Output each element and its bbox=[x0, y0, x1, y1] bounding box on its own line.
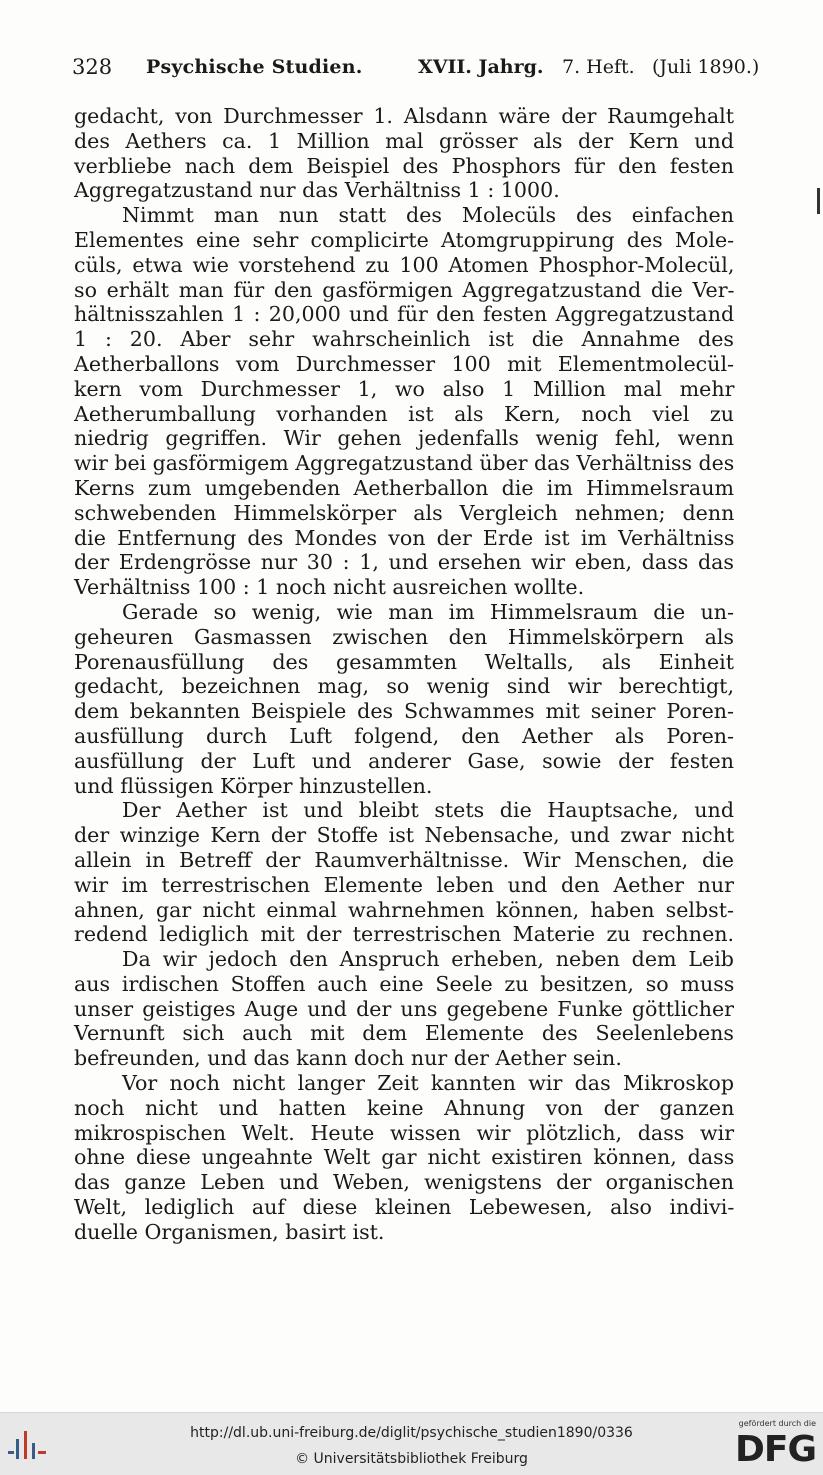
dfg-funding-caption: gefördert durch die bbox=[738, 1419, 816, 1428]
text-line: und flüssigen Körper hinzustellen. bbox=[74, 773, 433, 798]
running-header bbox=[72, 52, 760, 82]
text-line: die Entfernung des Mondes von der Erde ist im Verhältniss bbox=[74, 525, 735, 550]
text-line: Welt, lediglich auf diese kleinen Lebewesen, also indivi- bbox=[74, 1195, 735, 1220]
text-line: Aetherumballung vorhanden ist als Kern, noch viel zu bbox=[74, 401, 735, 426]
paragraph-start-line: Der Aether ist und bleibt stets die Hauptsache, und bbox=[122, 798, 734, 823]
text-line: ausfüllung der Luft und anderer Gase, sowie der festen bbox=[74, 748, 734, 773]
paragraph-start-line: Nimmt man nun statt des Molecüls des einfachen bbox=[122, 203, 734, 228]
dfg-wordmark: DFG bbox=[734, 1429, 816, 1470]
journal-date: (Juli 1890.) bbox=[652, 56, 760, 78]
dfg-logo bbox=[726, 1419, 816, 1471]
text-line: gedacht, von Durchmesser 1. Alsdann wäre der Raumgehalt bbox=[74, 104, 734, 128]
text-line: wir im terrestrischen Elemente leben und den Aether nur bbox=[74, 872, 735, 897]
text-line: verbliebe nach dem Beispiel des Phosphors für den festen bbox=[74, 153, 734, 178]
text-line: gedacht, bezeichnen mag, so wenig sind wir berechtigt, bbox=[74, 674, 734, 699]
text-line: Porenausfüllung des gesammten Weltalls, als Einheit bbox=[74, 649, 734, 674]
text-line: geheuren Gasmassen zwischen den Himmelskörpern als bbox=[74, 624, 734, 649]
text-line: Elementes eine sehr complicirte Atomgruppirung des Mole- bbox=[74, 227, 735, 252]
page-edge-mark bbox=[817, 188, 820, 214]
text-line: mikrospischen Welt. Heute wissen wir plötzlich, dass wir bbox=[74, 1120, 735, 1145]
text-line: allein in Betreff der Raumverhältnisse. Wir Menschen, die bbox=[74, 847, 734, 872]
page-number: 328 bbox=[72, 55, 113, 79]
text-line: der Erdengrösse nur 30 : 1, und ersehen wir eben, dass das bbox=[74, 550, 734, 575]
text-line: kern vom Durchmesser 1, wo also 1 Million mal mehr bbox=[74, 376, 735, 401]
text-line: niedrig gegriffen. Wir gehen jedenfalls wenig fehl, wenn bbox=[74, 426, 734, 451]
text-line: Aetherballons vom Durchmesser 100 mit Elementmolecül- bbox=[74, 351, 734, 376]
text-line: Vernunft sich auch mit dem Elemente des Seelenlebens bbox=[74, 1021, 734, 1046]
text-line: duelle Organismen, basirt ist. bbox=[74, 1219, 385, 1244]
paragraph-start-line: Da wir jedoch den Anspruch erheben, neben dem Leib bbox=[122, 947, 734, 972]
journal-title: Psychische Studien. bbox=[146, 56, 363, 78]
text-line: das ganze Leben und Weben, wenigstens der organischen bbox=[74, 1170, 734, 1195]
text-line: dem bekannten Beispiele des Schwammes mit seiner Poren- bbox=[74, 699, 734, 724]
viewer-footer bbox=[0, 1412, 823, 1475]
text-line: so erhält man für den gasförmigen Aggregatzustand die Ver- bbox=[74, 277, 735, 302]
text-line: hältnisszahlen 1 : 20,000 und für den festen Aggregatzustand bbox=[74, 302, 735, 327]
text-line: ahnen, gar nicht einmal wahrnehmen können, haben selbst- bbox=[74, 897, 734, 922]
body-text bbox=[74, 104, 734, 1245]
copyright-notice: © Universitätsbibliothek Freiburg bbox=[295, 1451, 528, 1467]
source-url-link[interactable]: http://dl.ub.uni-freiburg.de/diglit/psychische_studien1890/0336 bbox=[190, 1425, 633, 1441]
text-line: noch nicht und hatten keine Ahnung von der ganzen bbox=[74, 1095, 735, 1120]
text-line: wir bei gasförmigem Aggregatzustand über das Verhältniss des bbox=[74, 451, 735, 476]
text-line: Kerns zum umgebenden Aetherballon die im Himmelsraum bbox=[74, 475, 734, 500]
text-line: ausfüllung durch Luft folgend, den Aether als Poren- bbox=[74, 723, 734, 748]
text-line: schwebenden Himmelskörper als Vergleich nehmen; denn bbox=[74, 500, 735, 525]
text-line: befreunden, und das kann doch nur der Aether sein. bbox=[74, 1046, 622, 1071]
paragraph-start-line: Vor noch nicht langer Zeit kannten wir das Mikroskop bbox=[122, 1071, 734, 1096]
text-line: des Aethers ca. 1 Million mal grösser als der Kern und bbox=[74, 128, 734, 153]
text-line: 1 : 20. Aber sehr wahrscheinlich ist die Annahme des bbox=[74, 327, 734, 352]
text-line: aus irdischen Stoffen auch eine Seele zu besitzen, so muss bbox=[74, 971, 735, 996]
text-line: cüls, etwa wie vorstehend zu 100 Atomen Phosphor-Molecül, bbox=[74, 252, 735, 277]
text-line: unser geistiges Auge und der uns gegebene Funke göttlicher bbox=[74, 996, 734, 1021]
text-line: der winzige Kern der Stoffe ist Nebensache, und zwar nicht bbox=[74, 823, 735, 848]
journal-year: XVII. Jahrg. bbox=[418, 56, 544, 78]
text-line: redend lediglich mit der terrestrischen Materie zu rechnen. bbox=[74, 922, 735, 947]
text-line: ohne diese ungeahnte Welt gar nicht existiren können, dass bbox=[74, 1145, 735, 1170]
paragraph-start-line: Gerade so wenig, wie man im Himmelsraum die un- bbox=[122, 599, 734, 624]
text-line: Aggregatzustand nur das Verhältniss 1 : 1000. bbox=[74, 178, 560, 203]
text-line: Verhältniss 100 : 1 noch nicht ausreichen wollte. bbox=[74, 575, 585, 600]
journal-issue: 7. Heft. bbox=[562, 56, 635, 78]
